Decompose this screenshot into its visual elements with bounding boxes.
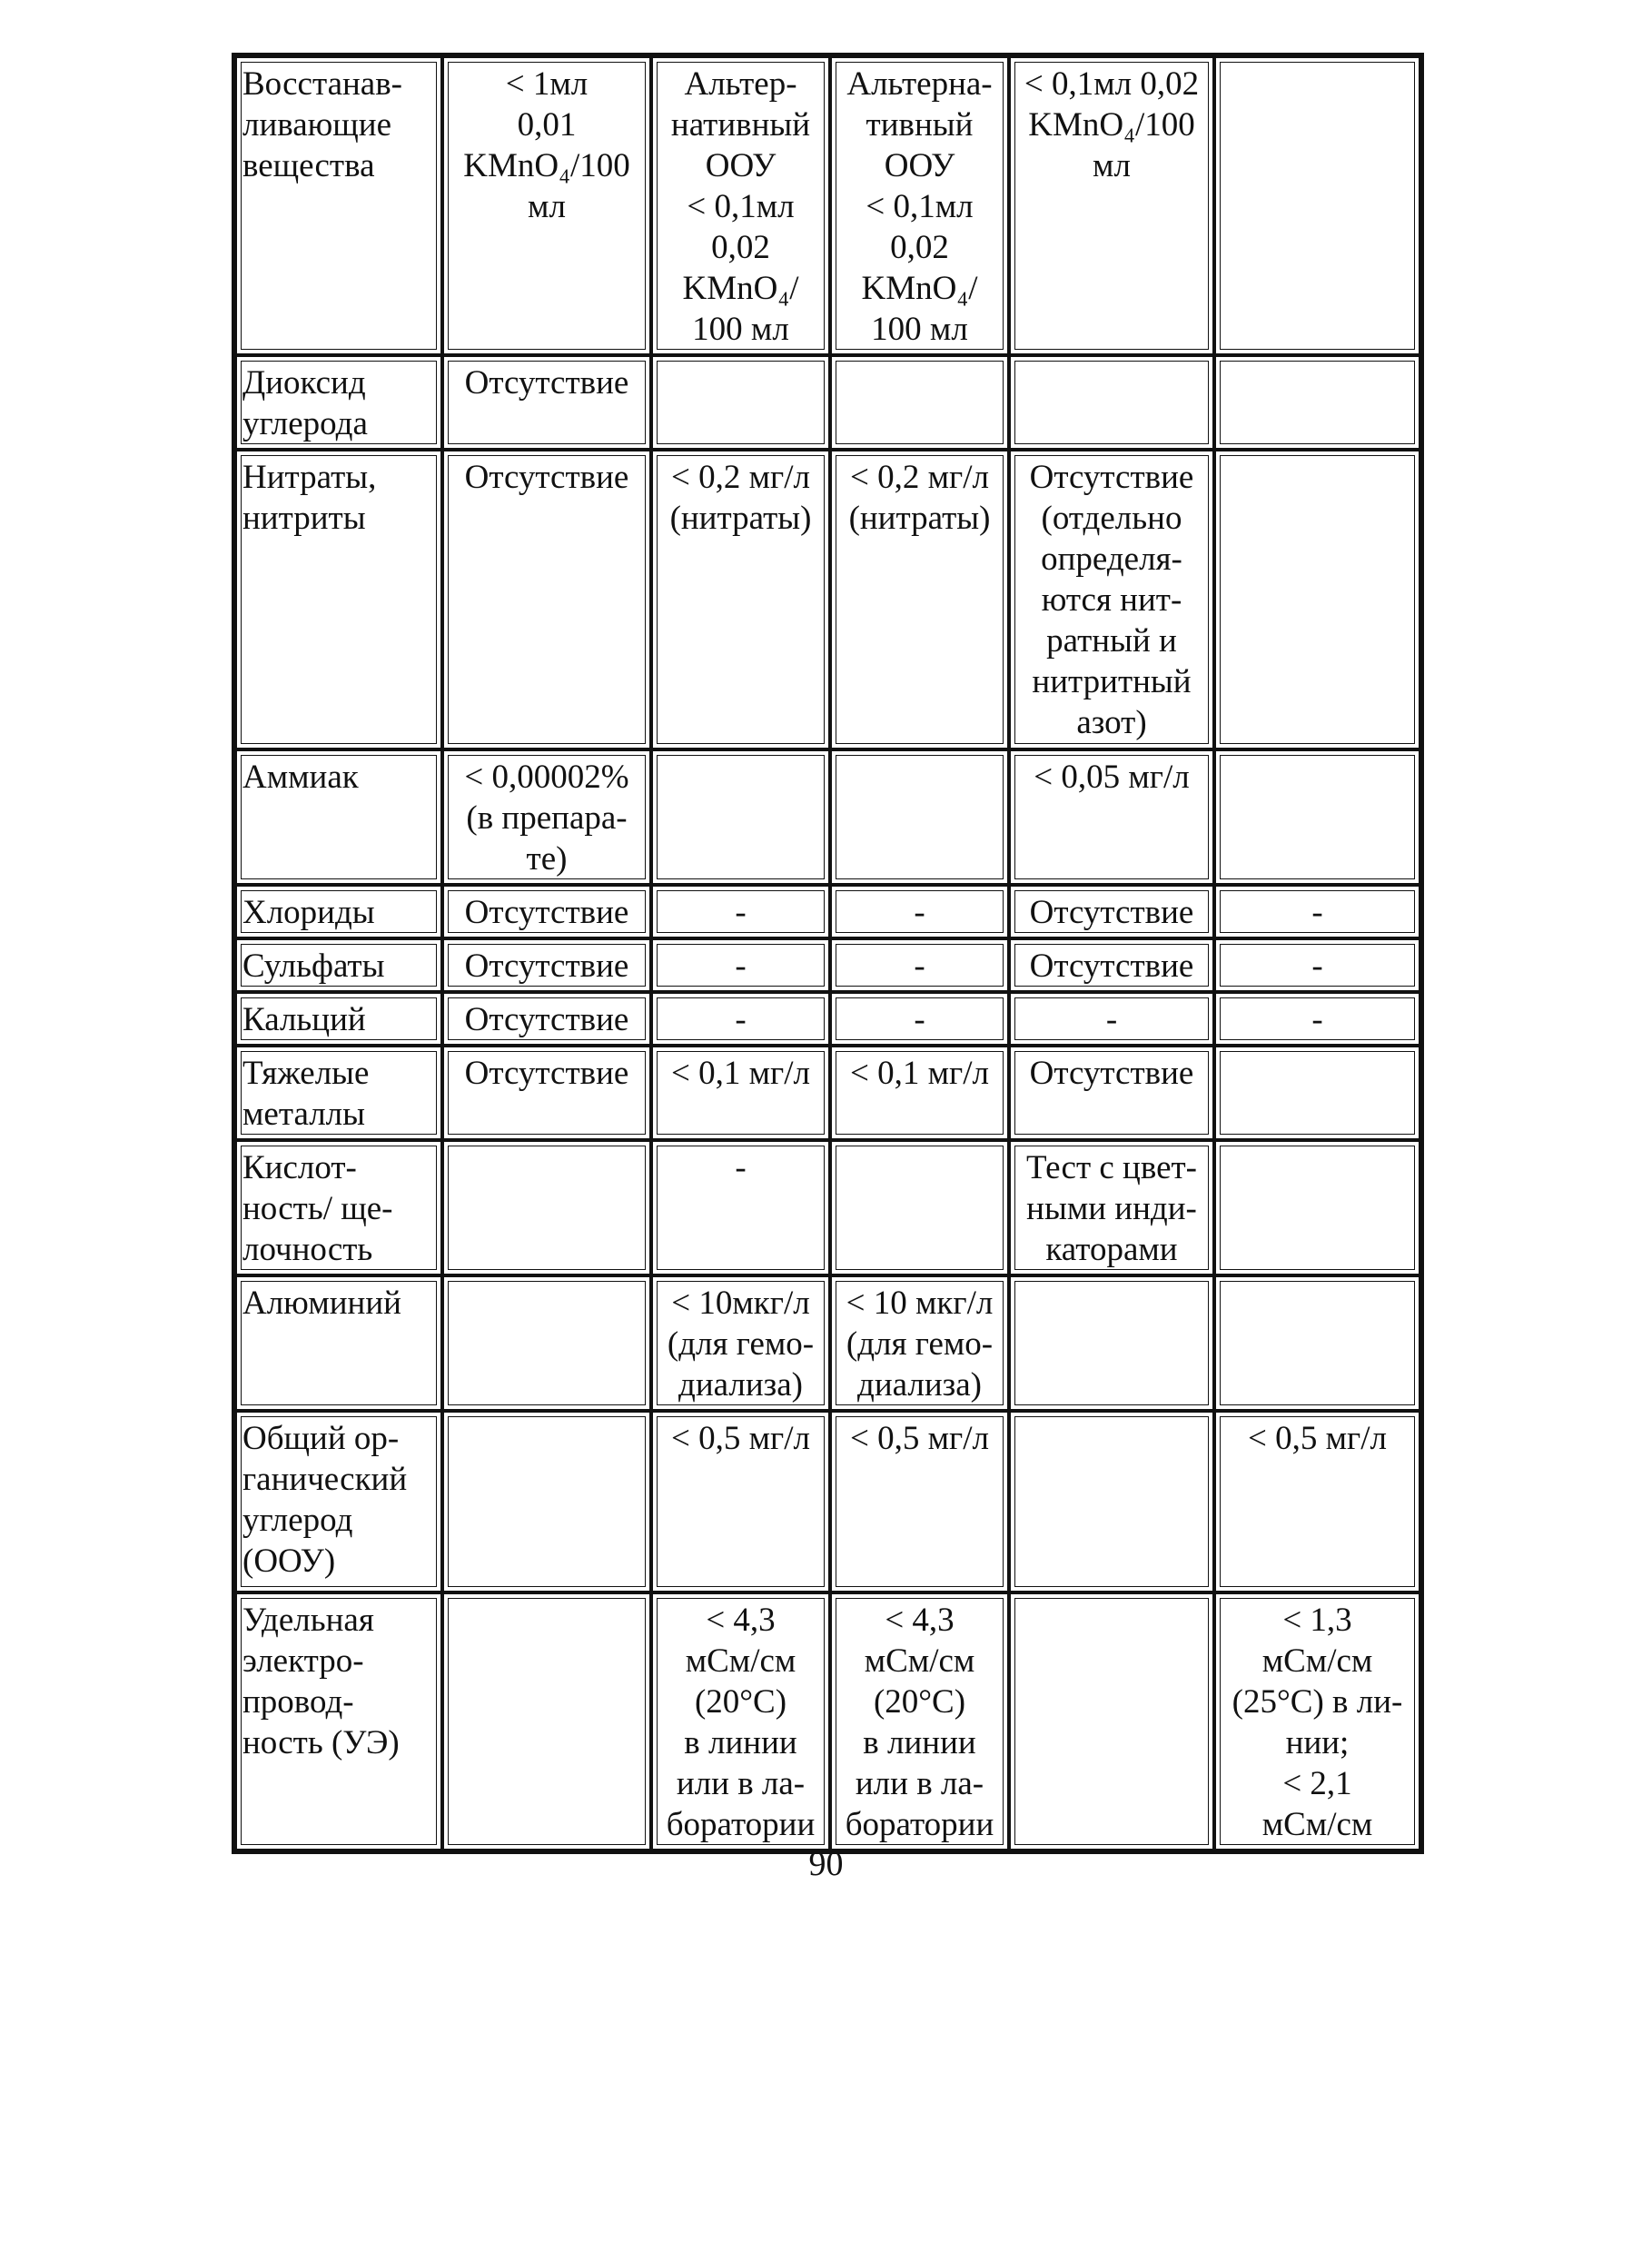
table-cell: Альтер- нативный ООУ < 0,1мл 0,02 KMnO₄/ 100 мл bbox=[651, 56, 830, 355]
table-cell: Отсутствие bbox=[442, 1046, 651, 1140]
table-cell bbox=[442, 1411, 651, 1592]
table-cell bbox=[830, 355, 1009, 450]
table-cell bbox=[1214, 1140, 1420, 1275]
row-header-cell: Общий ор- ганический углерод (ООУ) bbox=[235, 1411, 442, 1592]
row-header-cell: Кислот- ность/ ще- лочность bbox=[235, 1140, 442, 1275]
table-row bbox=[235, 992, 1420, 1046]
table-cell: < 4,3 мСм/см (20°C) в линии или в ла- боратории bbox=[830, 1592, 1009, 1850]
table-cell: - bbox=[651, 992, 830, 1046]
row-header-cell: Сульфаты bbox=[235, 938, 442, 992]
table-cell bbox=[1009, 1411, 1214, 1592]
table-row bbox=[235, 56, 1420, 355]
table-cell: < 0,2 мг/л (нитраты) bbox=[651, 450, 830, 749]
table-row bbox=[235, 885, 1420, 938]
table-cell bbox=[1214, 355, 1420, 450]
table-cell: - bbox=[1214, 992, 1420, 1046]
table-row bbox=[235, 1140, 1420, 1275]
table-cell: - bbox=[1009, 992, 1214, 1046]
table-cell: - bbox=[651, 1140, 830, 1275]
row-header-cell: Тяжелые металлы bbox=[235, 1046, 442, 1140]
table-cell bbox=[651, 749, 830, 885]
table-cell: < 10мкг/л (для гемо- диализа) bbox=[651, 1275, 830, 1411]
table-cell: Отсутствие (отдельно определя- ются нит- ратный и нитритный азот) bbox=[1009, 450, 1214, 749]
table-cell: < 10 мкг/л (для гемо- диализа) bbox=[830, 1275, 1009, 1411]
table-cell bbox=[830, 1140, 1009, 1275]
table-cell: Отсутствие bbox=[442, 938, 651, 992]
requirements-table bbox=[232, 53, 1424, 1854]
page-number: 90 bbox=[808, 1845, 844, 1883]
table-cell: < 1мл 0,01 KMnO₄/100 мл bbox=[442, 56, 651, 355]
table-cell: Тест с цвет- ными инди- каторами bbox=[1009, 1140, 1214, 1275]
table-row bbox=[235, 1046, 1420, 1140]
table-cell bbox=[442, 1140, 651, 1275]
table-cell: Отсутствие bbox=[442, 992, 651, 1046]
row-header-cell: Нитраты, нитриты bbox=[235, 450, 442, 749]
table-row bbox=[235, 355, 1420, 450]
table-row bbox=[235, 938, 1420, 992]
row-header-cell: Кальций bbox=[235, 992, 442, 1046]
table-cell: < 0,1 мг/л bbox=[830, 1046, 1009, 1140]
table-cell: Отсутствие bbox=[1009, 938, 1214, 992]
table-cell bbox=[442, 1592, 651, 1850]
table-cell: Отсутствие bbox=[442, 885, 651, 938]
table-cell: - bbox=[651, 938, 830, 992]
table-cell bbox=[442, 1275, 651, 1411]
table-row bbox=[235, 450, 1420, 749]
table-cell: < 0,1мл 0,02 KMnO₄/100 мл bbox=[1009, 56, 1214, 355]
table-cell bbox=[1009, 355, 1214, 450]
row-header-cell: Аммиак bbox=[235, 749, 442, 885]
table-cell: < 0,05 мг/л bbox=[1009, 749, 1214, 885]
table-row bbox=[235, 749, 1420, 885]
table-cell bbox=[1214, 1275, 1420, 1411]
table-row bbox=[235, 1592, 1420, 1850]
table-cell: < 0,2 мг/л (нитраты) bbox=[830, 450, 1009, 749]
table-cell: - bbox=[830, 992, 1009, 1046]
table-cell: Отсутствие bbox=[442, 355, 651, 450]
row-header-cell: Восстанав- ливающие вещества bbox=[235, 56, 442, 355]
table-cell: < 0,1 мг/л bbox=[651, 1046, 830, 1140]
table-cell bbox=[830, 749, 1009, 885]
table-cell: < 1,3 мСм/см (25°C) в ли- нии; < 2,1 мСм/см bbox=[1214, 1592, 1420, 1850]
table-cell bbox=[651, 355, 830, 450]
table-cell: < 0,5 мг/л bbox=[1214, 1411, 1420, 1592]
table-cell: < 4,3 мСм/см (20°C) в линии или в ла- боратории bbox=[651, 1592, 830, 1850]
table-cell: - bbox=[1214, 938, 1420, 992]
table-cell bbox=[1009, 1592, 1214, 1850]
table-cell: - bbox=[1214, 885, 1420, 938]
table-cell bbox=[1214, 1046, 1420, 1140]
row-header-cell: Удельная электро- провод- ность (УЭ) bbox=[235, 1592, 442, 1850]
table-cell bbox=[1009, 1275, 1214, 1411]
row-header-cell: Алюминий bbox=[235, 1275, 442, 1411]
table-row bbox=[235, 1411, 1420, 1592]
table-cell: Отсутствие bbox=[1009, 1046, 1214, 1140]
table-cell: - bbox=[830, 938, 1009, 992]
table-cell: Отсутствие bbox=[442, 450, 651, 749]
table-body bbox=[235, 56, 1420, 1850]
table-cell: - bbox=[651, 885, 830, 938]
table-cell bbox=[1214, 56, 1420, 355]
table-cell: Отсутствие bbox=[1009, 885, 1214, 938]
table-cell: Альтерна- тивный ООУ < 0,1мл 0,02 KMnO₄/ 100 мл bbox=[830, 56, 1009, 355]
row-header-cell: Диоксид углерода bbox=[235, 355, 442, 450]
table-cell bbox=[1214, 450, 1420, 749]
table-cell: < 0,5 мг/л bbox=[651, 1411, 830, 1592]
row-header-cell: Хлориды bbox=[235, 885, 442, 938]
table-cell: < 0,5 мг/л bbox=[830, 1411, 1009, 1592]
table-row bbox=[235, 1275, 1420, 1411]
table-cell: - bbox=[830, 885, 1009, 938]
table-cell bbox=[1214, 749, 1420, 885]
table-cell: < 0,00002% (в препара- те) bbox=[442, 749, 651, 885]
